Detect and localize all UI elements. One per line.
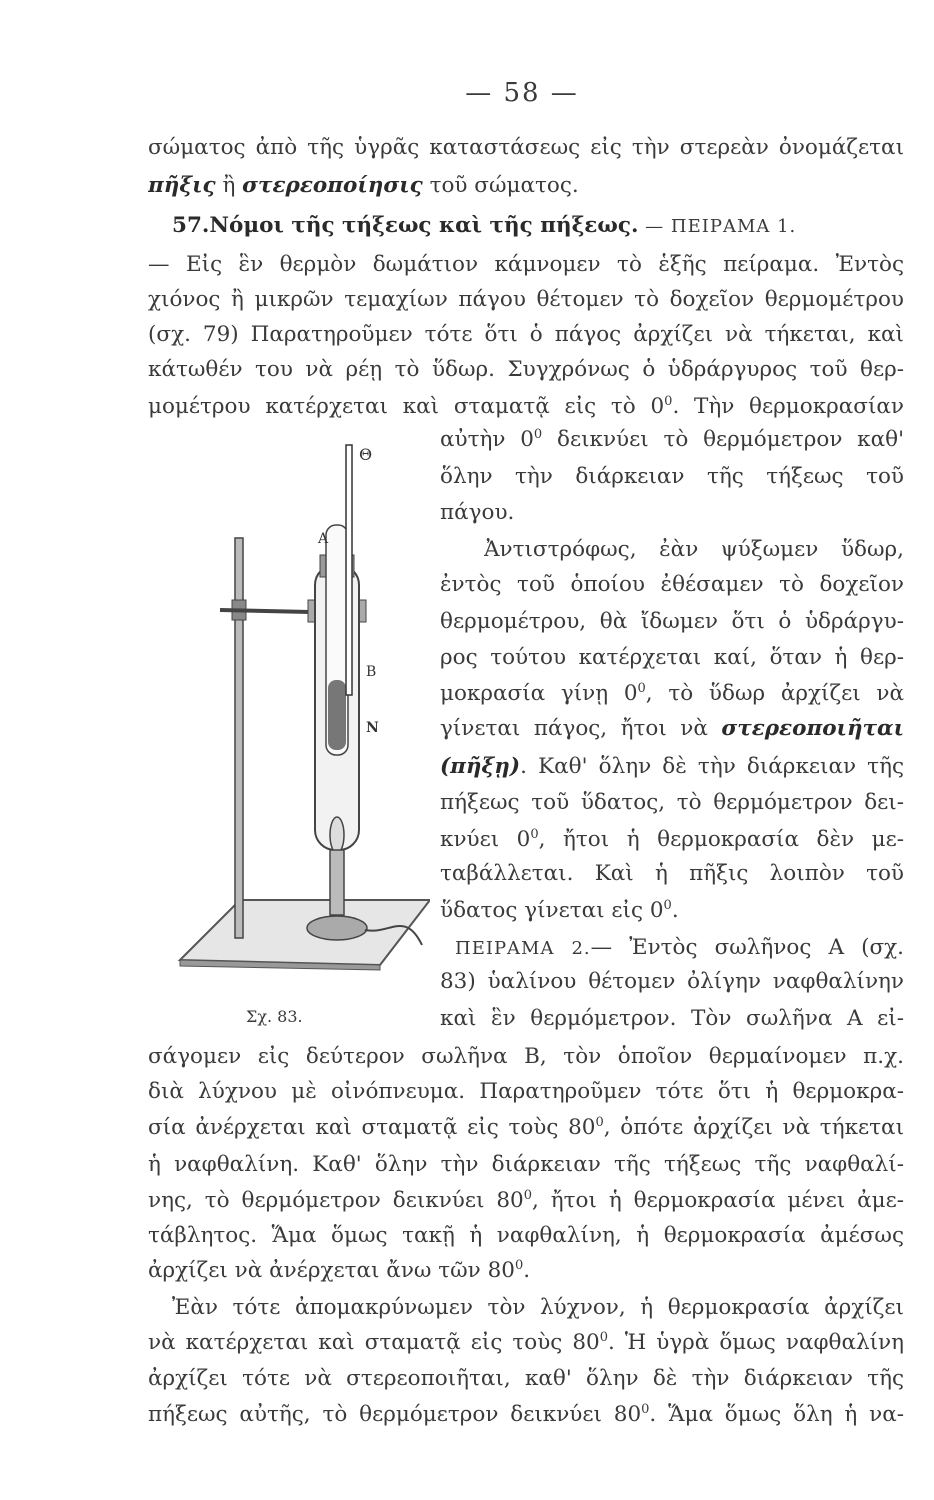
text-line: πάγου.	[440, 500, 515, 525]
label-theta: Θ	[359, 445, 373, 464]
text-line: διὰ λύχνου μὲ οἰνόπνευμα. Παρατηροῦμεν τότε ὅτι ἡ θερμοκρα-	[148, 1079, 904, 1104]
text-line: νης, τὸ θερμόμετρον δεικνύει $80^0$, ἤτοι ἡ θερμοκρασία μένει ἀμε-	[148, 1187, 904, 1213]
text-line: σάγομεν εἰς δεύτερον σωλῆνα Β, τὸν ὁποῖον θερμαίνομεν π.χ.	[148, 1044, 904, 1069]
text-line: θερμομέτρου, θὰ ἴδωμεν ὅτι ὁ ὑδράργυ-	[440, 609, 904, 634]
flame	[330, 817, 344, 853]
text-line: ὅλην τὴν διάρκειαν τῆς τήξεως τοῦ	[440, 464, 904, 489]
text-line: (σχ. 79) Παρατηροῦμεν τότε ὅτι ὁ πάγος ἀρχίζει νὰ τήκεται, καὶ	[148, 322, 904, 347]
text-line: ἐντὸς τοῦ ὁποίου ἐθέσαμεν τὸ δοχεῖον	[440, 572, 904, 597]
text-line: ἀρχίζει τότε νὰ στερεοποιῆται, καθ' ὅλην δὲ τὴν διάρκειαν τῆς	[148, 1366, 904, 1391]
figure-caption: Σχ. 83.	[246, 1007, 303, 1026]
text-line: κνύει $0^0$, ἤτοι ἡ θερμοκρασία δὲν με-	[440, 826, 904, 852]
text-line: πήξεως τοῦ ὕδατος, τὸ θερμόμετρον δει-	[440, 790, 904, 815]
term-stereopoiesis: στερεοποίησις	[242, 173, 423, 198]
text-line: Ἀντιστρόφως, ἐὰν ψύξωμεν ὕδωρ,	[484, 537, 904, 562]
text-line: σία ἀνέρχεται καὶ σταματᾷ εἰς τοὺς $80^0$, ὁπότε ἀρχίζει νὰ τήκεται	[148, 1114, 904, 1140]
label-n: N	[366, 720, 379, 736]
alcohol-lamp-tube	[330, 850, 344, 915]
text-line: αὐτὴν $0^0$ δεικνύει τὸ θερμόμετρον καθ'	[440, 426, 904, 452]
text-line: πήξεως αὐτῆς, τὸ θερμόμετρον δεικνύει $80^0$. Ἅμα ὅμως ὅλη ἡ να-	[148, 1401, 904, 1427]
text-line: πῆξις ἢ στερεοποίησις τοῦ σώματος.	[148, 173, 579, 198]
label-a: A	[318, 531, 329, 547]
text-line: ρος τούτου κατέρχεται καί, ὅταν ἡ θερ-	[440, 645, 904, 670]
term-stereopoietai: στερεοποιῆται	[721, 716, 904, 741]
section-title: 57.Νόμοι τῆς τήξεως καὶ τῆς πήξεως.	[172, 213, 639, 238]
text-line: 83) ὑαλίνου θέτομεν ὀλίγην ναφθαλίνην	[440, 969, 904, 994]
text-line: καὶ ἓν θερμόμετρον. Τὸν σωλῆνα Α εἰ-	[440, 1006, 904, 1031]
base-plate	[180, 900, 430, 965]
term-pexis: πῆξις	[148, 173, 216, 198]
lamp-base	[307, 916, 367, 940]
section-heading	[172, 211, 904, 241]
text-line: νὰ κατέρχεται καὶ σταματᾷ εἰς τοὺς $80^0$. Ἡ ὑγρὰ ὅμως ναφθαλίνη	[148, 1329, 904, 1355]
clamp-arm	[220, 610, 310, 612]
label-b: B	[366, 664, 377, 680]
text-line: ὕδατος γίνεται εἰς $0^0$.	[440, 897, 679, 923]
text-line: χιόνος ἢ μικρῶν τεμαχίων πάγου θέτομεν τὸ δοχεῖον θερμομέτρου	[148, 287, 904, 312]
stand-rod	[235, 538, 243, 938]
text-line: μομέτρου κατέρχεται καὶ σταματᾷ εἰς τὸ $0^0$. Τὴν θερμοκρασίαν	[148, 393, 904, 419]
text-line: ἀρχίζει νὰ ἀνέρχεται ἄνω τῶν $80^0$.	[148, 1257, 531, 1283]
text-line: γίνεται πάγος, ἤτοι νὰ στερεοποιῆται	[440, 716, 904, 741]
apparatus-illustration	[160, 440, 430, 1010]
text-line: (πῆξῃ). Καθ' ὅλην δὲ τὴν διάρκειαν τῆς	[440, 754, 904, 779]
thermometer	[346, 445, 352, 695]
text-line: σώματος ἀπὸ τῆς ὑγρᾶς καταστάσεως εἰς τὴν στερεὰν ὀνομάζεται	[148, 135, 904, 160]
text-line: — Εἰς ἓν θερμὸν δωμάτιον κάμνομεν τὸ ἑξῆς πείραμα. Ἐντὸς	[148, 252, 904, 277]
text-line: ἡ ναφθαλίνη. Καθ' ὅλην τὴν διάρκειαν τῆς τήξεως τῆς ναφθαλί-	[148, 1152, 904, 1177]
figure-83-apparatus	[160, 440, 430, 1010]
text-line: μοκρασία γίνῃ $0^0$, τὸ ὕδωρ ἀρχίζει νὰ	[440, 680, 904, 706]
text-line: κάτωθέν του νὰ ρέῃ τὸ ὕδωρ. Συγχρόνως ὁ ὑδράργυρος τοῦ θερ-	[148, 357, 904, 382]
text-line: ταβάλλεται. Καὶ ἡ πῆξις λοιπὸν τοῦ	[440, 861, 904, 886]
naphthalene	[328, 680, 346, 750]
page-number: — 58 —	[465, 78, 579, 108]
experiment-label: ΠΕΙΡΑΜΑ 2.	[455, 938, 591, 959]
text-line: Ἐὰν τότε ἀπομακρύνωμεν τὸν λύχνον, ἡ θερμοκρασία ἀρχίζει	[172, 1295, 904, 1320]
experiment-label: — ΠΕΙΡΑΜΑ 1.	[638, 216, 797, 237]
text-line: ΠΕΙΡΑΜΑ 2.— Ἐντὸς σωλῆνος Α (σχ.	[455, 935, 904, 960]
text-line: τάβλητος. Ἅμα ὅμως τακῇ ἡ ναφθαλίνη, ἡ θερμοκρασία ἀμέσως	[148, 1223, 904, 1248]
term-pexe: (πῆξῃ)	[440, 754, 521, 779]
